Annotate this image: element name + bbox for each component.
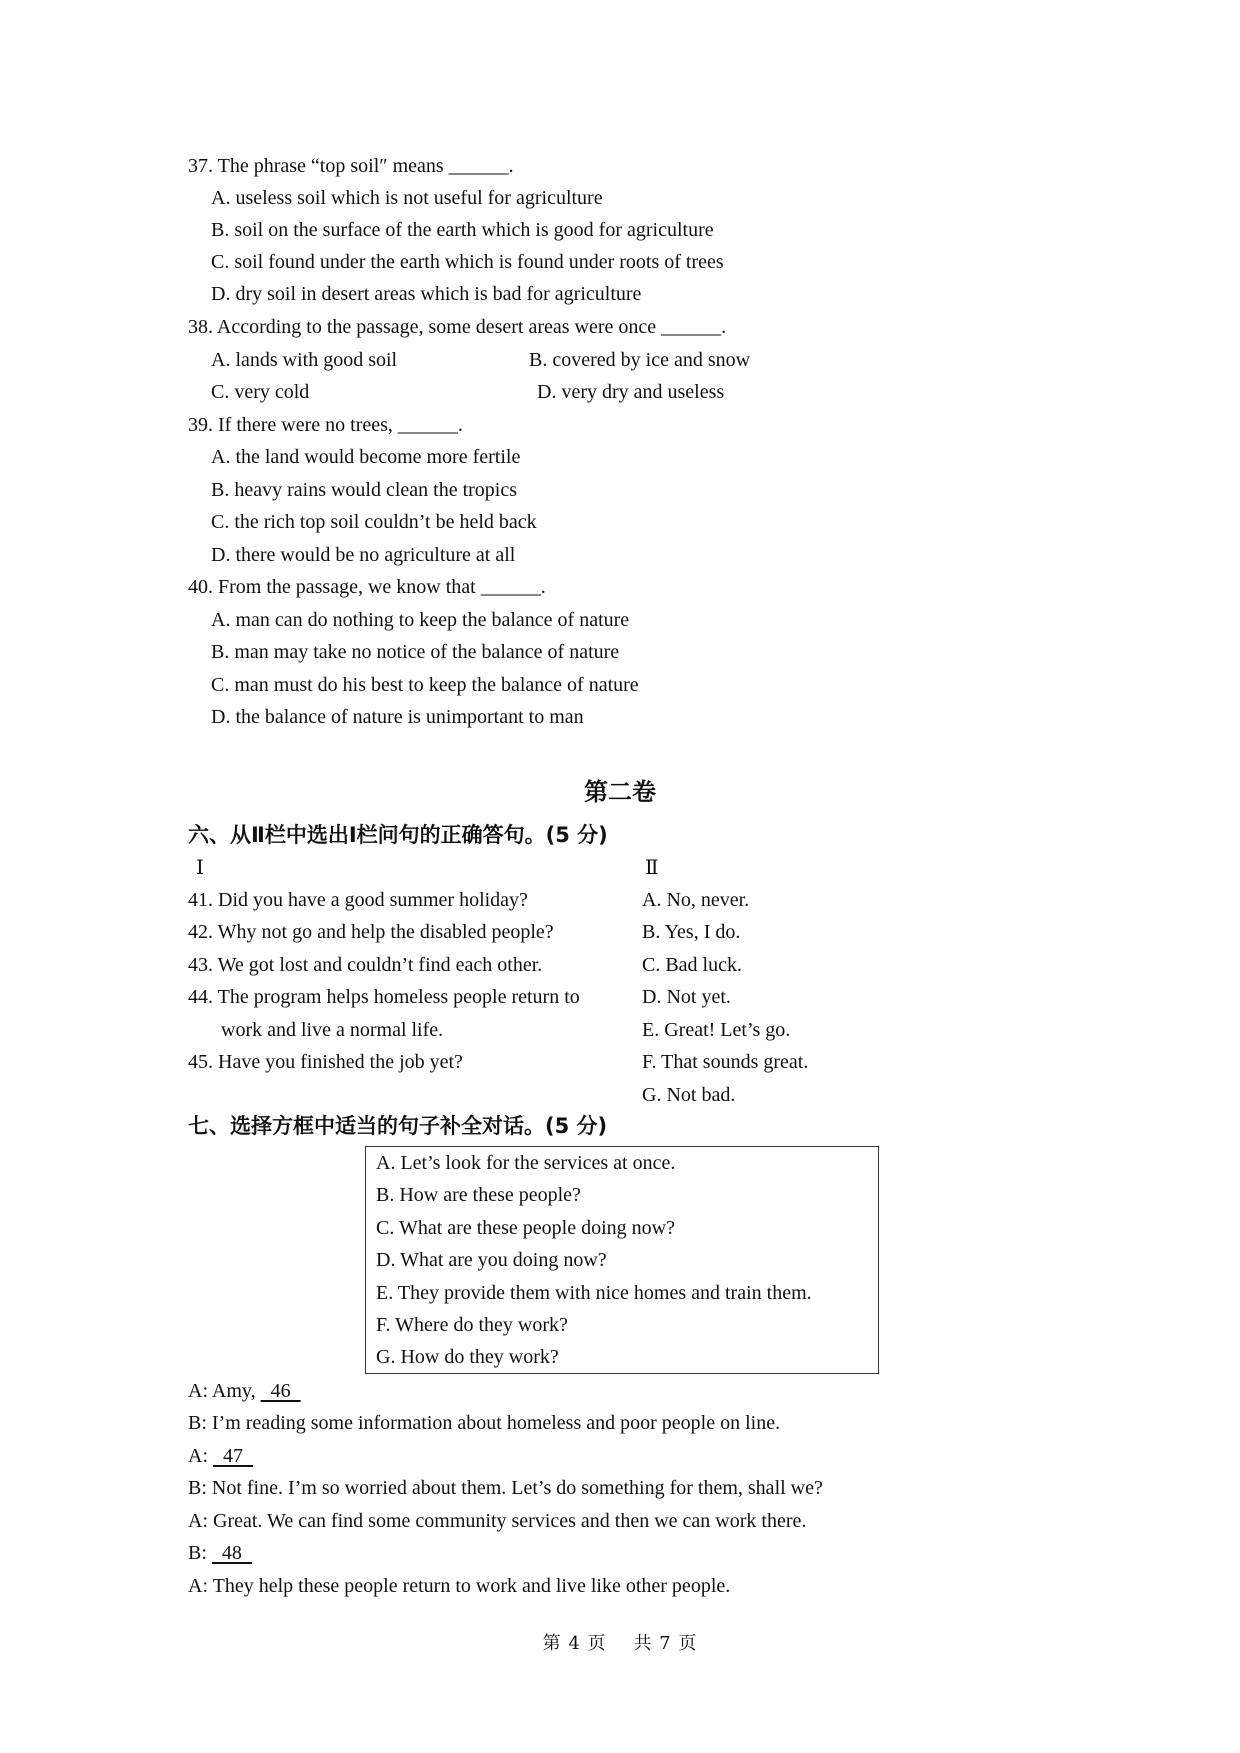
dialog-line-1 (188, 1377, 301, 1405)
box-option-d: D. What are you doing now? (376, 1249, 607, 1271)
blank-46[interactable]: 46 (260, 1380, 301, 1402)
matching-answer-e: E. Great! Let’s go. (642, 1019, 791, 1041)
question-38-option-a: A. lands with good soil (211, 349, 398, 371)
question-40-option-a: A. man can do nothing to keep the balance of nature (211, 609, 630, 631)
question-39-option-b: B. heavy rains would clean the tropics (211, 479, 518, 501)
matching-question-44-continued: work and live a normal life. (221, 1019, 444, 1041)
question-40-option-c: C. man must do his best to keep the balance of nature (211, 674, 639, 696)
column-two-label: Ⅱ (645, 857, 659, 879)
question-39-stem: 39. If there were no trees, ______. (188, 414, 463, 436)
matching-answer-a: A. No, never. (642, 889, 750, 911)
question-38-option-c: C. very cold (211, 381, 310, 403)
matching-question-45: 45. Have you finished the job yet? (188, 1051, 463, 1073)
question-39-option-c: C. the rich top soil couldn’t be held back (211, 511, 537, 533)
page-footer: 第 4 页 共 7 页 (542, 1633, 698, 1654)
matching-question-44: 44. The program helps homeless people return to (188, 986, 580, 1008)
section-7-heading: 七、选择方框中适当的句子补全对话。(5 分) (188, 1114, 608, 1138)
dialog-line-2: B: I’m reading some information about homeless and poor people on line. (188, 1412, 781, 1434)
matching-question-42: 42. Why not go and help the disabled people? (188, 921, 554, 943)
section-6-heading: 六、从Ⅱ栏中选出Ⅰ栏问句的正确答句。(5 分) (188, 823, 608, 847)
question-37-stem: 37. The phrase “top soil″ means ______. (188, 155, 514, 177)
matching-answer-d: D. Not yet. (642, 986, 731, 1008)
question-37-option-a: A. useless soil which is not useful for agriculture (211, 187, 603, 209)
dialog-line-4: B: Not fine. I’m so worried about them. Let’s do something for them, shall we? (188, 1477, 823, 1499)
box-option-c: C. What are these people doing now? (376, 1217, 675, 1239)
part-two-title: 第二卷 (584, 778, 656, 806)
question-40-stem: 40. From the passage, we know that ______. (188, 576, 546, 598)
question-39-option-d: D. there would be no agriculture at all (211, 544, 516, 566)
question-40-option-d: D. the balance of nature is unimportant to man (211, 706, 584, 728)
dialog-line-3-text: A: (188, 1445, 213, 1467)
question-38-option-d: D. very dry and useless (537, 381, 725, 403)
dialog-line-6-text: B: (188, 1542, 212, 1564)
question-38-option-b: B. covered by ice and snow (529, 349, 751, 371)
dialog-line-7: A: They help these people return to work and live like other people. (188, 1575, 731, 1597)
matching-answer-b: B. Yes, I do. (642, 921, 741, 943)
question-37-option-d: D. dry soil in desert areas which is bad for agriculture (211, 283, 642, 305)
question-39-option-a: A. the land would become more fertile (211, 446, 521, 468)
dialog-line-1-text: A: Amy, (188, 1380, 261, 1402)
dialog-line-5: A: Great. We can find some community services and then we can work there. (188, 1510, 807, 1532)
question-37-option-c: C. soil found under the earth which is found under roots of trees (211, 251, 724, 273)
blank-48[interactable]: 48 (211, 1542, 252, 1564)
box-option-g: G. How do they work? (376, 1346, 559, 1368)
blank-47[interactable]: 47 (213, 1445, 253, 1467)
matching-question-41: 41. Did you have a good summer holiday? (188, 889, 528, 911)
question-38-stem: 38. According to the passage, some desert areas were once ______. (188, 316, 727, 338)
dialog-line-6 (188, 1539, 252, 1567)
box-option-b: B. How are these people? (376, 1184, 581, 1206)
dialog-line-3 (188, 1442, 253, 1470)
matching-answer-c: C. Bad luck. (642, 954, 742, 976)
box-option-f: F. Where do they work? (376, 1314, 568, 1336)
question-37-option-b: B. soil on the surface of the earth which is good for agriculture (211, 219, 714, 241)
column-one-label: Ⅰ (196, 857, 204, 879)
matching-question-43: 43. We got lost and couldn’t find each other. (188, 954, 543, 976)
box-option-a: A. Let’s look for the services at once. (376, 1152, 676, 1174)
question-40-option-b: B. man may take no notice of the balance of nature (211, 641, 620, 663)
sentence-choice-box (365, 1146, 879, 1374)
box-option-e: E. They provide them with nice homes and train them. (376, 1282, 812, 1304)
matching-answer-g: G. Not bad. (642, 1084, 736, 1106)
matching-answer-f: F. That sounds great. (642, 1051, 809, 1073)
